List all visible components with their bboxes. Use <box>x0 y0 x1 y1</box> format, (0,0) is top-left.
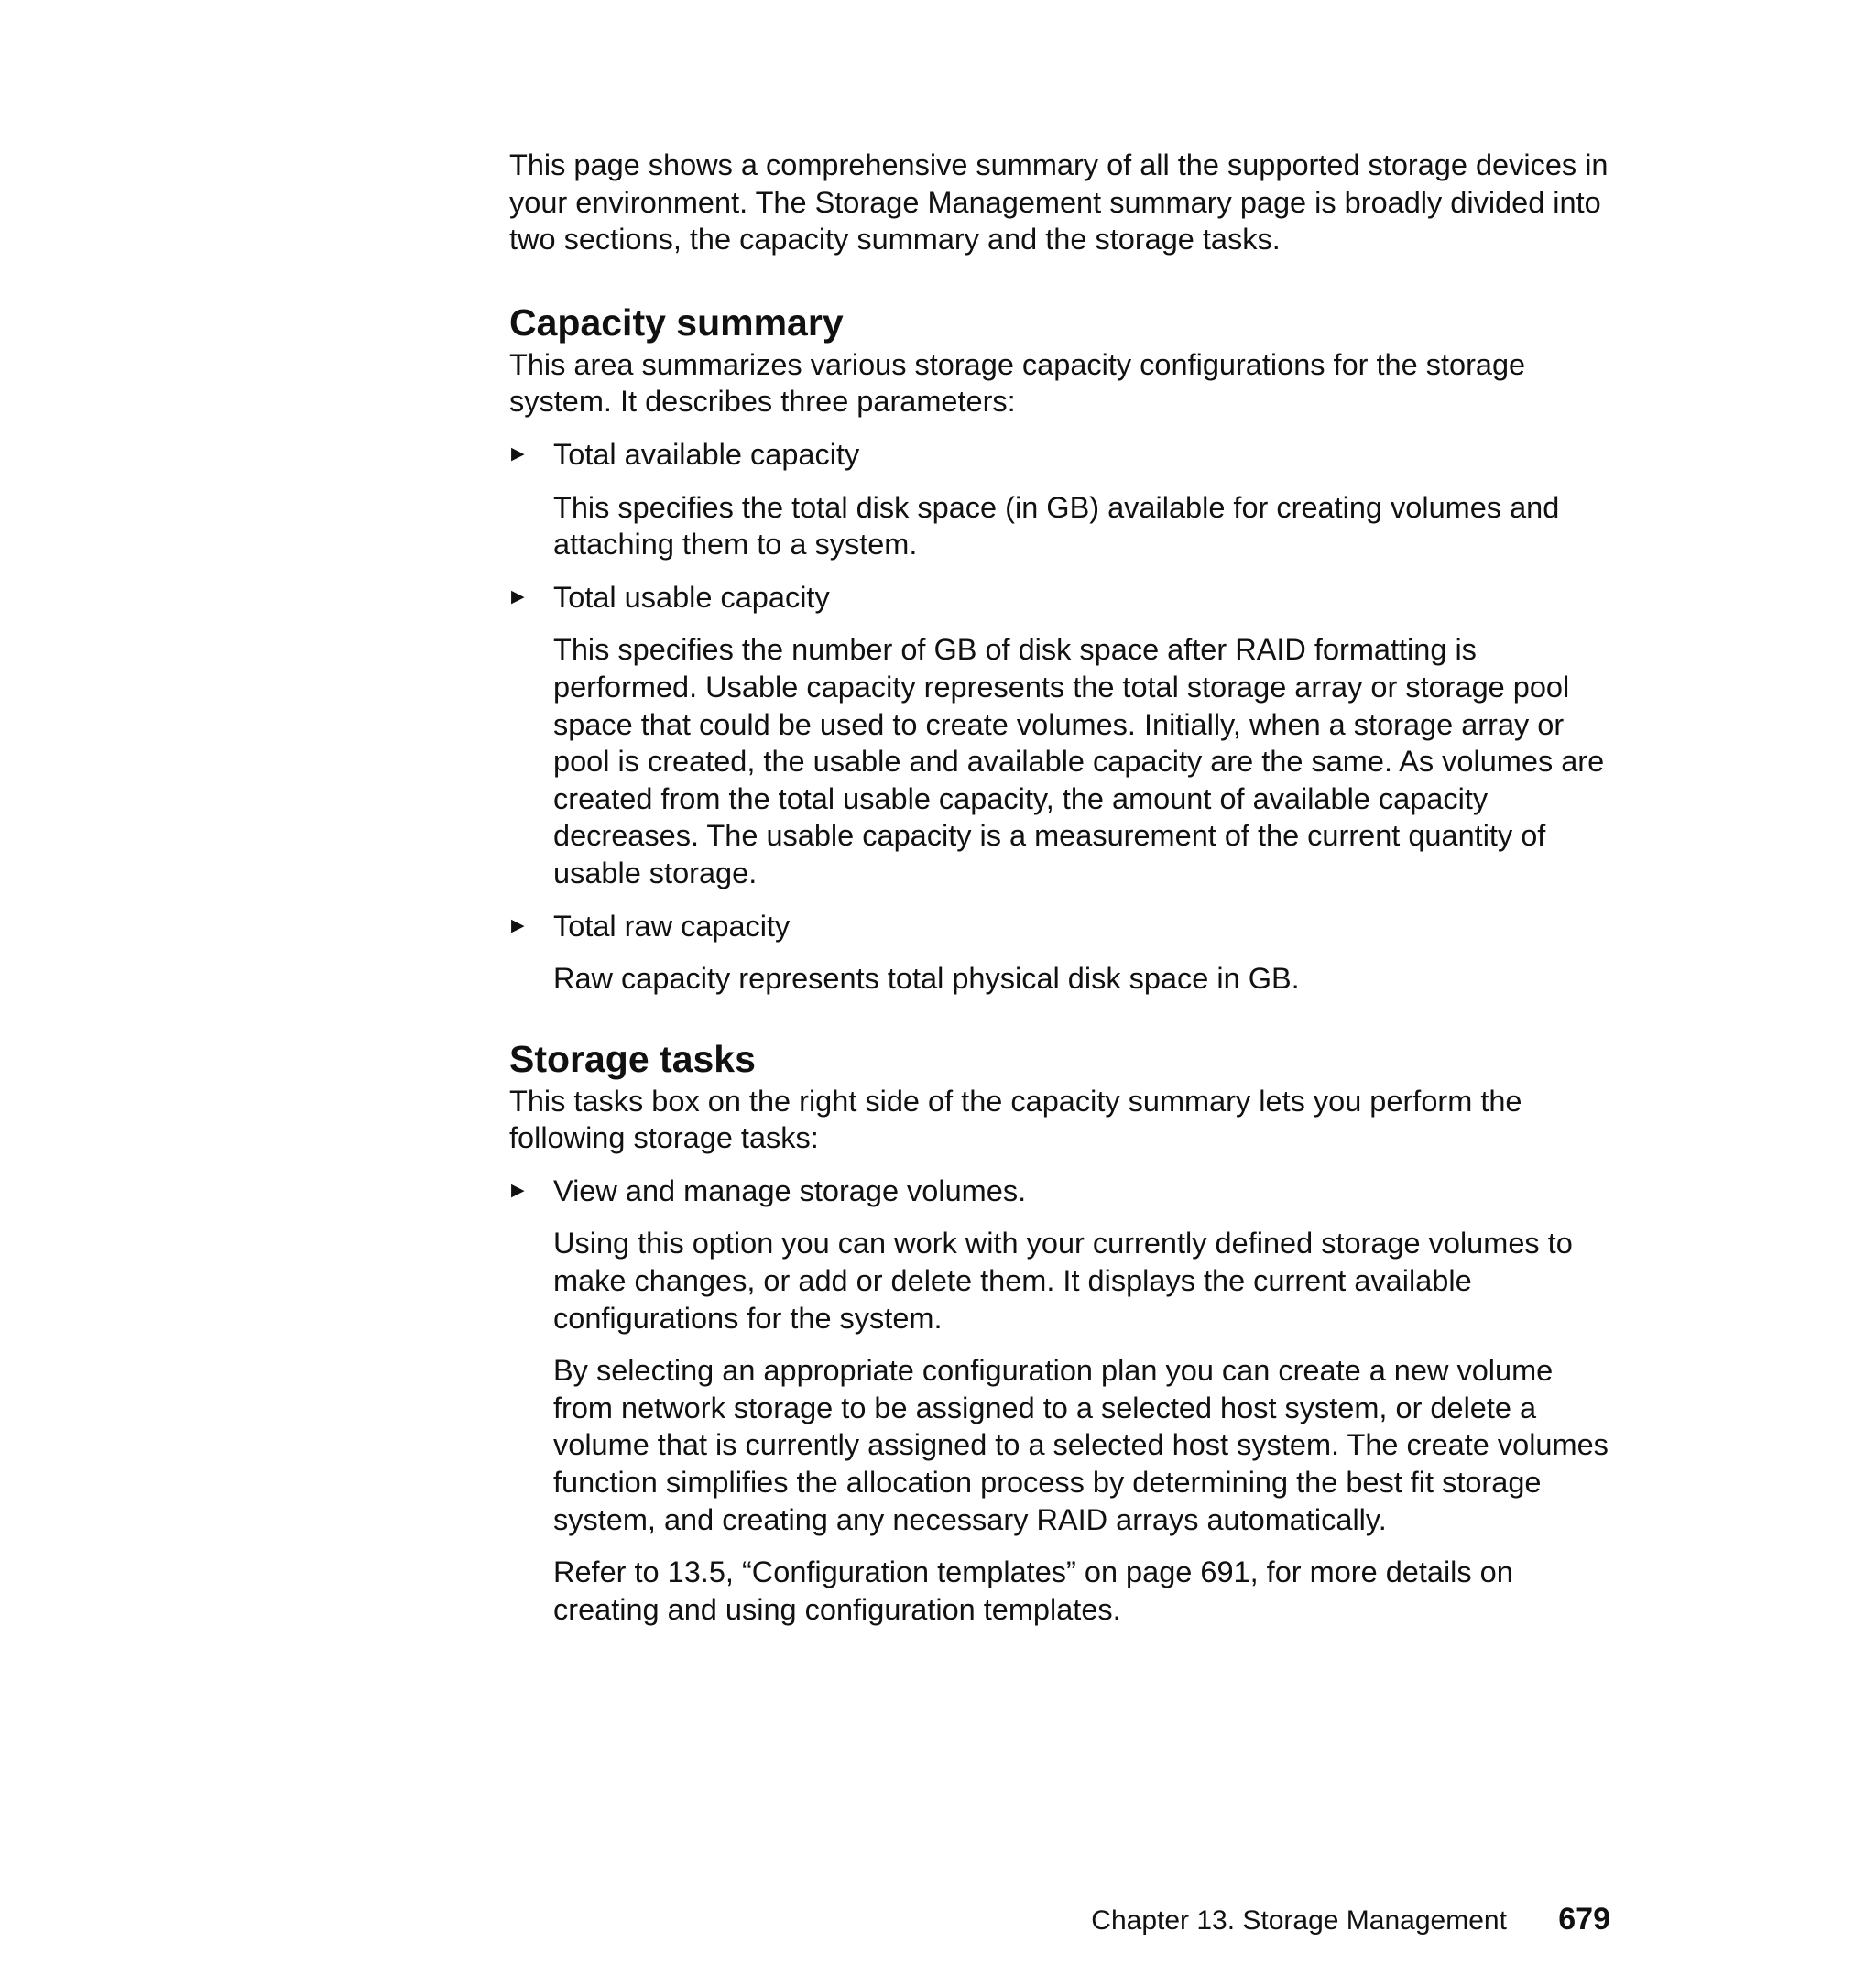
list-item-title: Total raw capacity <box>553 909 791 943</box>
page-footer <box>1091 1901 1610 1939</box>
list-item <box>509 579 1609 617</box>
task-paragraph: By selecting an appropriate configuration plan you can create a new volume from network storage to be assigned to a selected host system, or delete a volume that is currently assigned to a selected host system. The create volumes function simplifies the allocation process by determining the best fit storage system, and creating any necessary RAID arrays automatically. <box>553 1354 1609 1536</box>
capacity-summary-text: This area summarizes various storage capacity configurations for the storage system. It describes three parameters: <box>509 347 1526 419</box>
task-paragraph: Using this option you can work with your currently defined storage volumes to make changes, or add or delete them. It displays the current available configurations for the system. <box>553 1227 1573 1335</box>
list-item <box>509 1173 1609 1210</box>
list-item-title: Total usable capacity <box>553 580 830 614</box>
bullet-triangle-icon: ▶ <box>511 443 525 464</box>
bullet-triangle-icon: ▶ <box>511 915 525 935</box>
footer-chapter-title: Chapter 13. Storage Management <box>1091 1905 1507 1936</box>
page-content <box>509 147 1609 1643</box>
list-item-title: View and manage storage volumes. <box>553 1173 1027 1207</box>
storage-tasks-text: This tasks box on the right side of the capacity summary lets you perform the following storage tasks: <box>509 1084 1522 1155</box>
list-item <box>509 436 1609 474</box>
bullet-triangle-icon: ▶ <box>511 586 525 606</box>
capacity-summary-section <box>509 300 1609 998</box>
storage-tasks-heading: Storage tasks <box>509 1037 756 1080</box>
list-item-description: This specifies the number of GB of disk space after RAID formatting is performed. Usable capacity represents the total storage array or storage pool space that could be used to create volumes. Initially, when a storage array or pool is created, the usable and available capacity are the same. As volumes are created from the total usable capacity, the amount of available capacity decreases. The usable capacity is a measurement of the current quantity of usable storage. <box>553 633 1605 889</box>
list-item-description: Raw capacity represents total physical disk space in GB. <box>553 962 1300 996</box>
capacity-summary-heading: Capacity summary <box>509 300 844 344</box>
bullet-triangle-icon: ▶ <box>511 1180 525 1200</box>
list-item <box>509 908 1609 945</box>
task-paragraph-reference: Refer to 13.5, “Configuration templates” on page 691, for more details on creating and using configuration templates. <box>553 1555 1513 1626</box>
storage-tasks-section <box>509 1037 1609 1629</box>
list-item-description: This specifies the total disk space (in GB) available for creating volumes and attaching them to a system. <box>553 490 1560 562</box>
list-item-title: Total available capacity <box>553 437 860 471</box>
intro-paragraph: This page shows a comprehensive summary of all the supported storage devices in your environment. The Storage Management summary page is broadly divided into two sections, the capacity summary and the storage tasks. <box>509 148 1609 256</box>
page-number: 679 <box>1558 1902 1610 1937</box>
